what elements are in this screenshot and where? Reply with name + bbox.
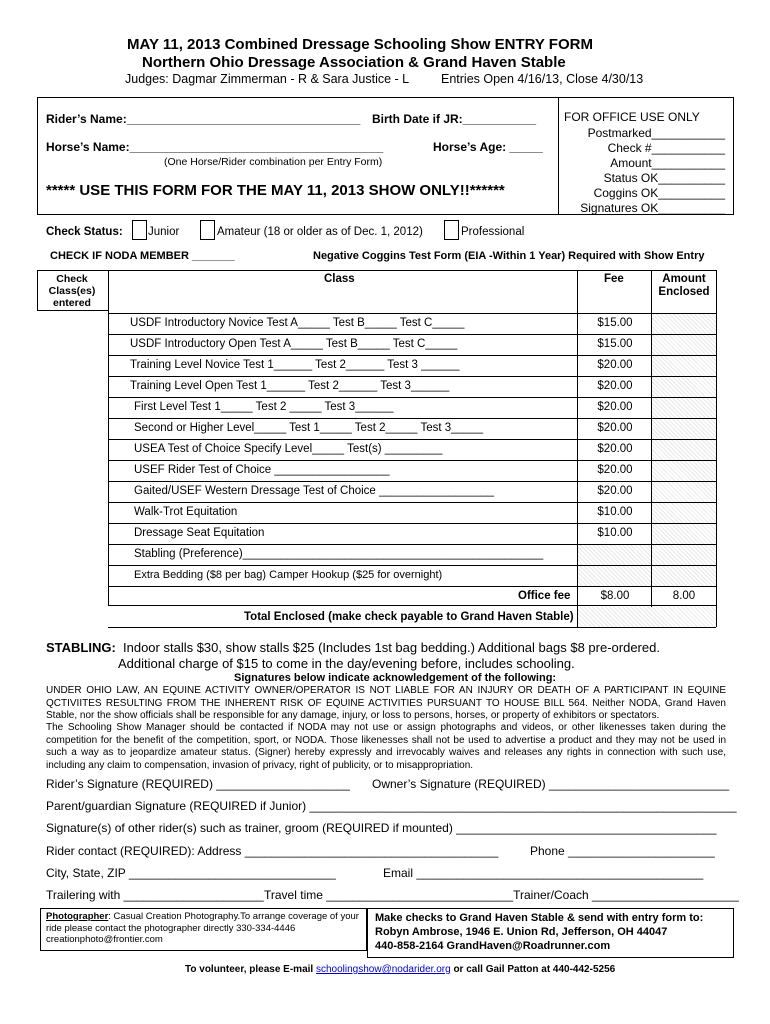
fee-intro-novice: $15.00 (597, 317, 633, 329)
mail-checks-box (367, 908, 734, 958)
entries-dates: Entries Open 4/16/13, Close 4/30/13 (441, 72, 644, 86)
combo-note: (One Horse/Rider combination per Entry Form) (164, 156, 383, 168)
email-field[interactable]: Email ___________________________________________ (383, 866, 704, 880)
birth-date-field[interactable]: Birth Date if JR:___________ (372, 112, 537, 126)
class-row-extra-bedding[interactable]: Extra Bedding ($8 per bag) Camper Hookup ($25 for overnight) (134, 569, 443, 581)
noda-member-field[interactable]: CHECK IF NODA MEMBER _______ (50, 250, 235, 262)
class-row-dressage-seat[interactable]: Dressage Seat Equitation (134, 527, 265, 539)
office-fee-amount: 8.00 (672, 590, 696, 602)
volunteer-suffix: or call Gail Patton at 440-442-5256 (453, 964, 616, 975)
rider-info-box (37, 97, 559, 215)
header-fee: Fee (604, 273, 624, 285)
release-para-liability: UNDER OHIO LAW, AN EQUINE ACTIVITY OWNER/OPERATOR IS NOT LIABLE FOR AN INJURY OR DEATH OF A PARTICIPANT IN EQUINE QCTIVIITES RESULTING FROM THE INHERENT RISK OF EQUINE ACTIVITIES PURSUANT TO HOUSE BILL 564. Neither NODA, Grand Haven Stable, nor the show officials shall be responsible for any damage, injury, or loss to persons, horses, or property of exhibitors or spectators. (46, 685, 726, 721)
amateur-label: Amateur (18 or older as of Dec. 1, 2012) (217, 226, 423, 238)
fee-gaited: $20.00 (597, 485, 633, 497)
volunteer-prefix: To volunteer, please E-mail (185, 964, 314, 975)
office-postmarked: Postmarked___________ (587, 126, 725, 140)
owner-signature-field[interactable]: Owner’s Signature (REQUIRED) ___________________________ (372, 777, 730, 791)
professional-checkbox[interactable] (444, 220, 459, 240)
office-fee-label: Office fee (518, 590, 571, 602)
office-lines (580, 126, 725, 216)
photographer-label: Photographer (46, 911, 109, 922)
office-title: FOR OFFICE USE ONLY (564, 110, 700, 124)
class-row-second-higher[interactable]: Second or Higher Level_____ Test 1_____ Test 2_____ Test 3_____ (134, 422, 484, 434)
junior-label: Junior (148, 226, 180, 238)
photographer-box (40, 908, 367, 951)
release-para-photos: The Schooling Show Manager should be contacted if NODA may not use or assign photographs and videos, or other likenesses taken during the competition for the benefit of the competition, sport, or NODA. Those likenesses shall not be used to advertise a product and they may not be used in such a way as to jeopardize amateur status. (Signer) hereby expressly and irrevocably waives and releases any rights in connection with such use, including any claim to compensation, invasion of privacy, right of publicity, or to misappropriation. (46, 722, 726, 771)
class-row-first-level[interactable]: First Level Test 1_____ Test 2 _____ Test 3______ (134, 401, 394, 413)
phone-field[interactable]: Phone ______________________ (530, 844, 715, 858)
checks-line1: Make checks to Grand Haven Stable & send with entry form to: (375, 912, 704, 924)
class-row-stabling[interactable]: Stabling (Preference)_______________________________________________ (134, 548, 544, 560)
office-signatures: Signatures OK__________ (580, 201, 725, 215)
travel-trainer-field[interactable]: Travel time ____________________________Trainer/Coach ______________________ (264, 888, 739, 902)
total-enclosed-label: Total Enclosed (make check payable to Grand Haven Stable) (244, 611, 574, 623)
city-state-zip-field[interactable]: City, State, ZIP _______________________________ (46, 866, 336, 880)
class-row-gaited[interactable]: Gaited/USEF Western Dressage Test of Choice __________________ (134, 485, 495, 497)
class-row-walk-trot[interactable]: Walk-Trot Equitation (134, 506, 238, 518)
header-amount: Amount Enclosed (658, 273, 710, 298)
stabling-label: STABLING: (46, 640, 116, 655)
use-form-notice: ***** USE THIS FORM FOR THE MAY 11, 2013 SHOW ONLY!!****** (46, 182, 505, 199)
class-row-usef-rider[interactable]: USEF Rider Test of Choice __________________ (134, 464, 390, 476)
horse-age-field[interactable]: Horse’s Age: _____ (433, 140, 543, 154)
judges-text: Judges: Dagmar Zimmerman - R & Sara Justice - L (125, 72, 410, 86)
fee-usea: $20.00 (597, 443, 633, 455)
check-status-label: Check Status: (46, 226, 123, 238)
office-amount: Amount___________ (610, 156, 725, 170)
office-fee-value: $8.00 (600, 590, 630, 602)
office-check: Check #___________ (607, 141, 725, 155)
amateur-checkbox[interactable] (200, 220, 215, 240)
fee-intro-open: $15.00 (597, 338, 633, 350)
checks-address: Robyn Ambrose, 1946 E. Union Rd, Jefferson, OH 44047 (375, 926, 668, 938)
class-row-training-novice[interactable]: Training Level Novice Test 1______ Test 2______ Test 3 ______ (130, 359, 460, 371)
fee-training-open: $20.00 (597, 380, 633, 392)
stabling-line1: Indoor stalls $30, show stalls $25 (Includes 1st bag bedding.) Additional bags $8 pre-ordered. (123, 640, 660, 655)
form-title: MAY 11, 2013 Combined Dressage Schooling Show ENTRY FORM (127, 36, 593, 53)
volunteer-line (185, 964, 615, 975)
professional-label: Professional (461, 226, 525, 238)
class-row-intro-open[interactable]: USDF Introductory Open Test A_____ Test B_____ Test C_____ (130, 338, 458, 350)
trailering-field[interactable]: Trailering with _____________________ (46, 888, 264, 902)
fee-training-novice: $20.00 (597, 359, 633, 371)
photographer-text (46, 911, 364, 946)
fee-usef-rider: $20.00 (597, 464, 633, 476)
fee-second-higher: $20.00 (597, 422, 633, 434)
release-heading: Signatures below indicate acknowledgement of the following: (234, 672, 557, 684)
checks-contact: 440-858-2164 GrandHaven@Roadrunner.com (375, 940, 611, 952)
class-row-intro-novice[interactable]: USDF Introductory Novice Test A_____ Test B_____ Test C_____ (130, 317, 465, 329)
class-row-training-open[interactable]: Training Level Open Test 1______ Test 2______ Test 3______ (130, 380, 450, 392)
stabling-line2: Additional charge of $15 to come in the day/evening before, includes schooling. (118, 656, 575, 671)
other-riders-signature-field[interactable]: Signature(s) of other rider(s) such as trainer, groom (REQUIRED if mounted) _______________________________________ (46, 821, 717, 835)
volunteer-email-link[interactable]: schoolingshow@nodarider.org (315, 964, 451, 975)
class-row-usea[interactable]: USEA Test of Choice Specify Level_____ Test(s) _________ (134, 443, 443, 455)
office-coggins: Coggins OK__________ (593, 186, 725, 200)
junior-checkbox[interactable] (132, 220, 147, 240)
rider-name-field[interactable]: Rider’s Name:___________________________________ (46, 112, 361, 126)
parent-signature-field[interactable]: Parent/guardian Signature (REQUIRED if Junior) ________________________________________________________________ (46, 799, 737, 813)
fee-walk-trot: $10.00 (597, 506, 633, 518)
header-check-classes: Check Class(es) entered (48, 273, 96, 309)
form-subtitle: Northern Ohio Dressage Association & Grand Haven Stable (142, 54, 566, 71)
rider-signature-field[interactable]: Rider’s Signature (REQUIRED) ____________________ (46, 777, 350, 791)
office-use-box (558, 97, 734, 215)
rider-address-field[interactable]: Rider contact (REQUIRED): Address ______________________________________ (46, 844, 499, 858)
horse-name-field[interactable]: Horse’s Name:______________________________________ (46, 140, 384, 154)
photographer-details: : Casual Creation Photography.To arrange coverage of your ride please contact the photographer directly 330-334-4446 creationphoto@frontier.com (46, 911, 359, 945)
fee-dressage-seat: $10.00 (597, 527, 633, 539)
header-class: Class (324, 273, 355, 285)
office-status: Status OK__________ (603, 171, 725, 185)
fee-first-level: $20.00 (597, 401, 633, 413)
coggins-notice: Negative Coggins Test Form (EIA -Within 1 Year) Required with Show Entry (313, 250, 705, 262)
